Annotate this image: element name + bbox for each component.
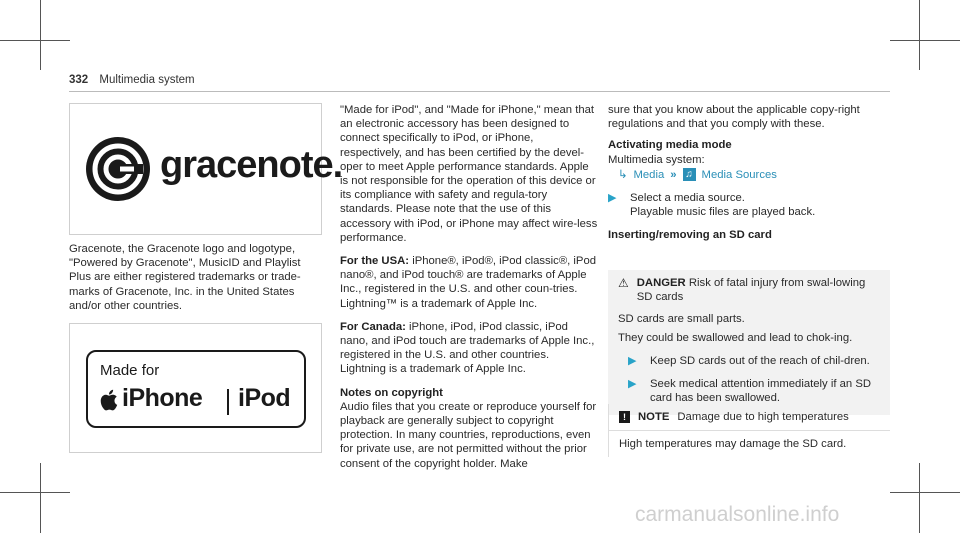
right-column [608, 103, 890, 243]
sd-heading: Inserting/removing an SD card [608, 229, 772, 242]
warning-triangle-icon: ⚠ [618, 276, 629, 290]
canada-text: iPhone, iPod, iPod classic, iPod nano, and iPod touch are trademarks of Apple Inc., registered in the U.S. and other countries. Lightning is a trademark of Apple Inc. [340, 320, 595, 376]
media-sources-icon: ♫ [683, 168, 696, 181]
danger-header [618, 276, 880, 304]
double-chevron-icon: » [670, 168, 677, 181]
danger-title: Risk of fatal injury from swal-lowing SD cards [636, 277, 866, 304]
copyright-text: Audio files that you create or reproduce yourself for playback are generally subject to copyright protection. In many countries, reproductions, even for private use, are not permitted without the prior consent of the copyright holder. Make [340, 400, 597, 470]
crop-mark [0, 40, 70, 41]
crop-mark [40, 463, 41, 533]
danger-step2 [628, 377, 880, 405]
danger-step2-text: Seek medical attention immediately if an SD card has been swallowed. [650, 378, 872, 405]
note-box [608, 404, 890, 457]
danger-label: DANGER [636, 277, 686, 289]
nav-path [618, 168, 890, 182]
danger-step1 [628, 354, 880, 368]
usa-label: For the USA: [340, 255, 410, 268]
step-select-source [608, 191, 890, 219]
crop-mark [919, 463, 920, 533]
activating-subtitle: Multimedia system: [608, 153, 705, 166]
step-arrow-icon: ▶ [628, 354, 637, 367]
copyright-continued: sure that you know about the applicable copy-right regulations and that you comply with these. [608, 104, 860, 131]
step-select-text: Select a media source. [630, 192, 745, 205]
badge-made-for: Made for [100, 362, 160, 379]
step-arrow-icon: ▶ [608, 192, 617, 205]
note-text: High temperatures may damage the SD card. [619, 438, 847, 451]
badge-ipod: iPod [238, 384, 291, 412]
danger-line1: SD cards are small parts. [618, 313, 745, 326]
middle-column [340, 103, 598, 471]
header-rule [69, 91, 890, 92]
nav-media: Media [633, 168, 665, 181]
danger-line2: They could be swallowed and lead to chok-ing. [618, 331, 853, 344]
note-title: Damage due to high temperatures [677, 411, 849, 423]
canada-label: For Canada: [340, 320, 406, 333]
usa-text: iPhone®, iPod®, iPod classic®, iPod nano®, and iPod touch® are trademarks of Apple Inc., registered in the U.S. and other coun-tries. Lightning™ is a trademark of Apple Inc. [340, 255, 597, 310]
made-for-badge [86, 350, 306, 428]
page-number: 332 [69, 74, 89, 86]
gracenote-caption: Gracenote, the Gracenote logo and logotype, "Powered by Gracenote", MusicID and Playlist Plus are either registered trademarks or trade-marks of Gracenote, Inc. in the United States and/or other countries. [69, 243, 301, 312]
watermark: carmanualsonline.info [635, 503, 840, 526]
step-arrow-icon: ▶ [628, 378, 637, 391]
badge-iphone: iPhone [122, 384, 203, 412]
gracenote-wordmark: gracenote. [160, 144, 343, 186]
page-header [69, 74, 195, 86]
crop-mark [919, 0, 920, 70]
badge-divider [227, 389, 229, 415]
section-title: Multimedia system [99, 74, 195, 86]
usa-paragraph [340, 254, 598, 311]
enter-arrow-icon: ↳ [618, 168, 628, 181]
note-label: NOTE [638, 411, 670, 423]
crop-mark [0, 492, 70, 493]
danger-step1-text: Keep SD cards out of the reach of chil-dren. [650, 354, 870, 367]
gracenote-logo-box [69, 103, 343, 235]
exclamation-icon: ! [619, 411, 630, 423]
nav-media-sources: Media Sources [701, 168, 777, 181]
note-header [609, 404, 890, 430]
canada-paragraph [340, 320, 598, 377]
activating-heading: Activating media mode [608, 139, 732, 152]
crop-mark [890, 40, 960, 41]
gracenote-logo-icon [83, 134, 153, 204]
apple-badge-box [69, 323, 322, 453]
crop-mark [890, 492, 960, 493]
copyright-heading: Notes on copyright [340, 386, 443, 399]
crop-mark [40, 0, 41, 70]
made-for-intro: "Made for iPod", and "Made for iPhone," mean that an electronic accessory has been designed to connect specifically to iPod, or iPhone, respectively, and has been certified by the devel-oper to meet Apple performance standards. Apple is not responsible for the operation of this device or its compliance with safety and regula-tory standards. Please note that the use of this accessory with iPod, or iPhone may affect wire-less performance. [340, 104, 598, 244]
apple-logo-icon [100, 389, 118, 411]
step-select-result: Playable music files are played back. [630, 206, 816, 219]
danger-box [608, 270, 890, 415]
